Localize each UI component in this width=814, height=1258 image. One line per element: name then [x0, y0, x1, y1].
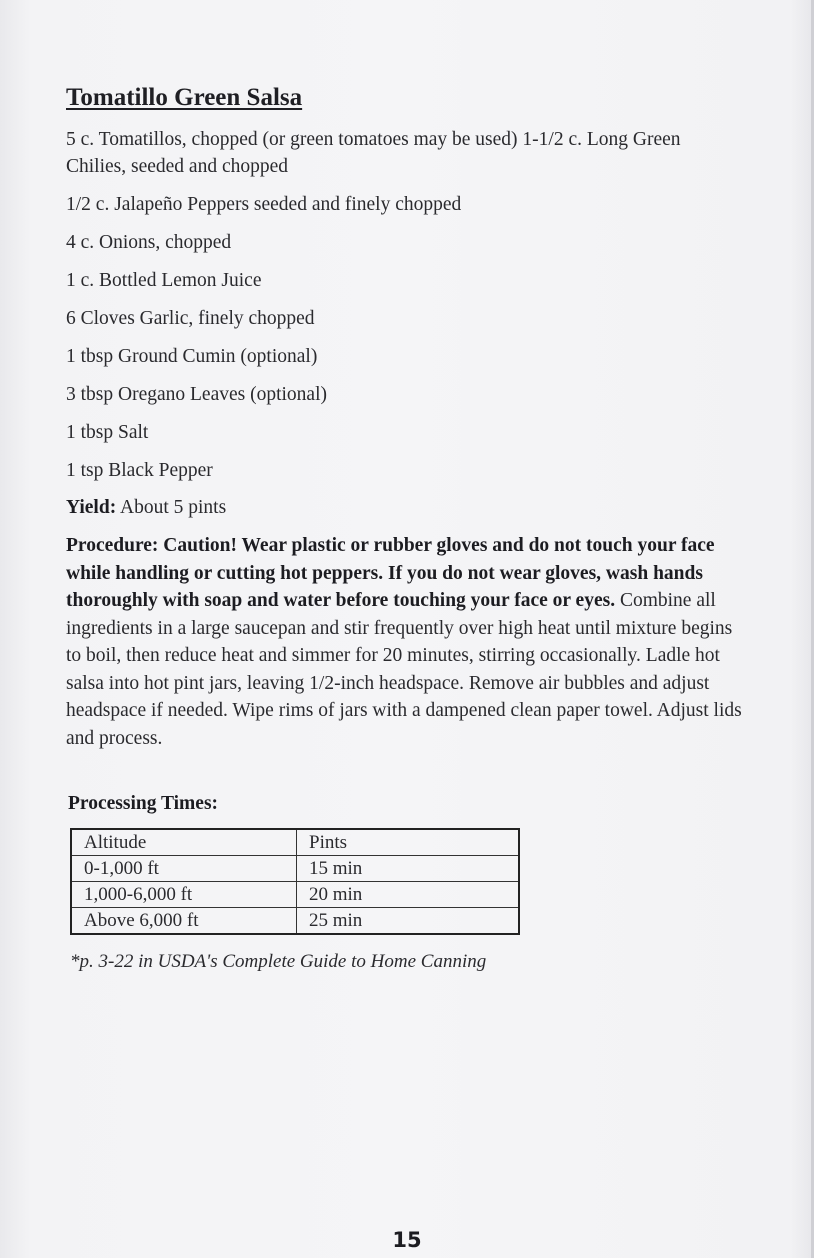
table-row — [71, 882, 519, 908]
table-header-row — [71, 829, 519, 856]
header-altitude: Altitude — [71, 829, 297, 856]
altitude-cell: 0-1,000 ft — [71, 856, 297, 882]
table-row — [71, 856, 519, 882]
procedure-steps: Combine all ingredients in a large saucepan and stir frequently over high heat until mixture begins to boil, then reduce heat and simmer for 20 minutes, stirring occasionally. Ladle hot salsa into hot pint jars, leaving 1/2-inch headspace. Remove air bubbles and adjust headspace if needed. Wipe rims of jars with a dampened clean paper towel. Adjust lids and process. — [66, 590, 742, 749]
table-row — [71, 908, 519, 935]
source-footnote: *p. 3-22 in USDA's Complete Guide to Home Canning — [70, 951, 487, 972]
ingredient-item: 1 tsp Black Pepper — [66, 460, 213, 481]
altitude-cell: 1,000-6,000 ft — [71, 882, 297, 908]
ingredient-item: 1 tbsp Salt — [66, 422, 149, 443]
altitude-cell: Above 6,000 ft — [71, 908, 297, 935]
procedure-paragraph — [66, 532, 746, 752]
processing-times-table — [70, 828, 520, 935]
yield-label: Yield: — [66, 497, 117, 518]
time-cell: 25 min — [297, 908, 520, 935]
ingredient-item: 1 c. Bottled Lemon Juice — [66, 270, 262, 291]
page-number: 15 — [392, 1228, 422, 1252]
ingredient-item: 1/2 c. Jalapeño Peppers seeded and finely chopped — [66, 194, 462, 215]
recipe-title: Tomatillo Green Salsa — [66, 84, 303, 111]
ingredient-list — [66, 126, 726, 495]
time-cell: 20 min — [297, 882, 520, 908]
procedure-caution: Procedure: Caution! Wear plastic or rubber gloves and do not touch your face while handling or cutting hot peppers. If you do not wear gloves, wash hands thoroughly with soap and water before touching your face or eyes. — [66, 535, 715, 611]
ingredient-item: 1 tbsp Ground Cumin (optional) — [66, 346, 318, 367]
time-cell: 15 min — [297, 856, 520, 882]
ingredient-item: 6 Cloves Garlic, finely chopped — [66, 308, 315, 329]
ingredient-item: 5 c. Tomatillos, chopped (or green tomatoes may be used) 1-1/2 c. Long Green Chilies, seeded and chopped — [66, 129, 681, 177]
yield-value: About 5 pints — [120, 497, 227, 518]
header-pints: Pints — [297, 829, 520, 856]
processing-times-title: Processing Times: — [68, 793, 219, 814]
ingredient-item: 3 tbsp Oregano Leaves (optional) — [66, 384, 328, 405]
yield-line — [66, 497, 226, 519]
ingredient-item: 4 c. Onions, chopped — [66, 232, 232, 253]
